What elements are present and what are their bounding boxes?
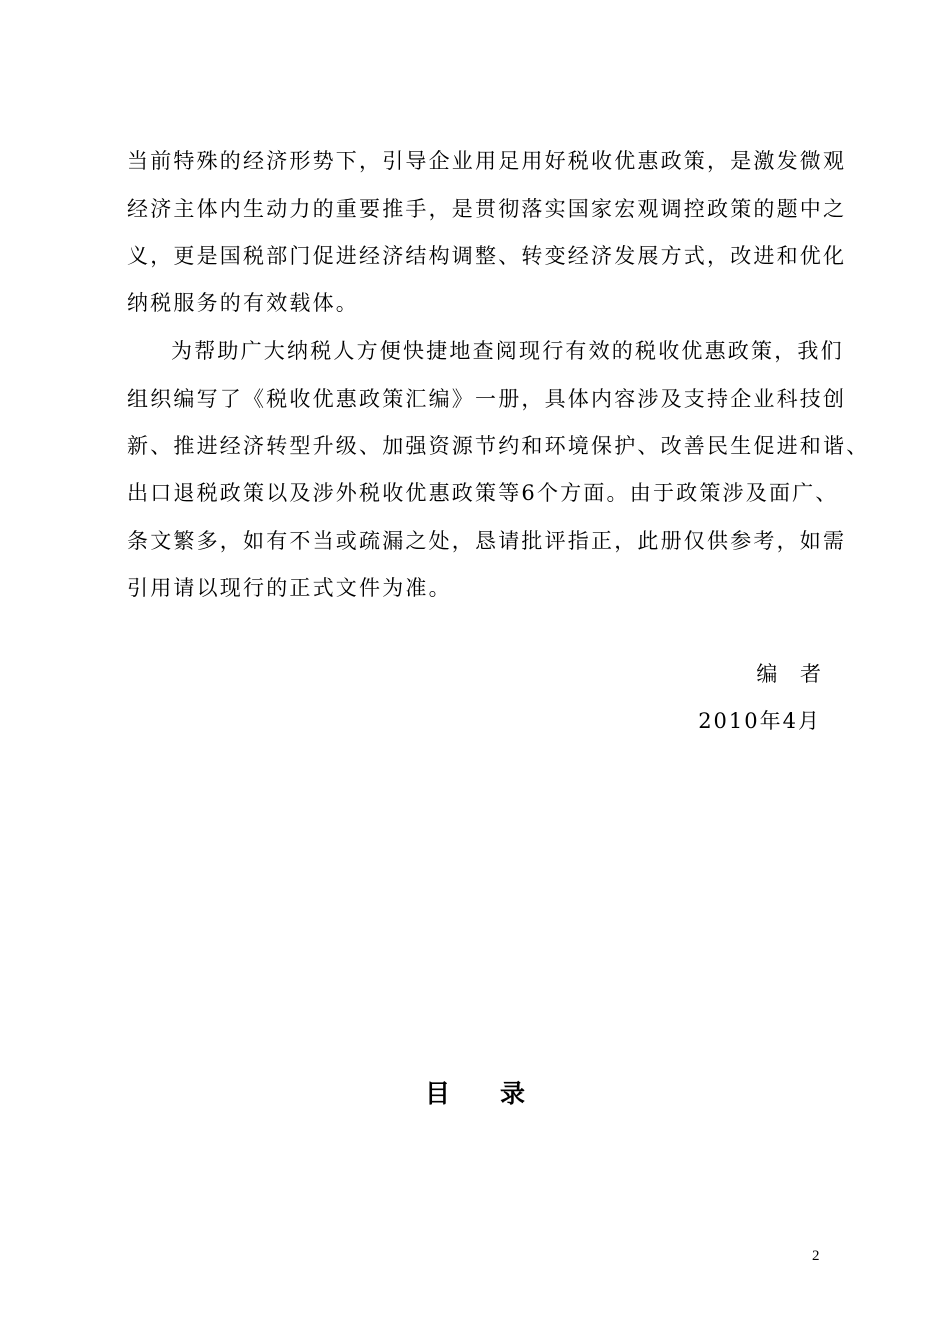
table-of-contents-title: 目录 xyxy=(424,1079,575,1108)
paragraph-1-line-2: 经济主体内生动力的重要推手，是贯彻落实国家宏观调控政策的题中之 xyxy=(127,197,847,221)
paragraph-2-line-4: 出口退税政策以及涉外税收优惠政策等6个方面。由于政策涉及面广、 xyxy=(127,481,839,505)
page-number: 2 xyxy=(812,1248,820,1264)
paragraph-2-line-6: 引用请以现行的正式文件为准。 xyxy=(127,576,452,600)
signature-date: 2010年4月 xyxy=(698,709,821,733)
author-signature: 编 者 xyxy=(756,662,829,686)
paragraph-1-line-4: 纳税服务的有效载体。 xyxy=(127,291,359,315)
paragraph-1-line-1: 当前特殊的经济形势下，引导企业用足用好税收优惠政策，是激发微观 xyxy=(127,149,847,173)
paragraph-2-line-2: 组织编写了《税收优惠政策汇编》一册，具体内容涉及支持企业科技创 xyxy=(127,387,847,411)
paragraph-2-line-1: 为帮助广大纳税人方便快捷地查阅现行有效的税收优惠政策，我们 xyxy=(171,339,844,363)
paragraph-2-line-3: 新、推进经济转型升级、加强资源节约和环境保护、改善民生促进和谐、 xyxy=(127,434,870,458)
paragraph-2-line-5: 条文繁多，如有不当或疏漏之处，恳请批评指正，此册仅供参考，如需 xyxy=(127,529,847,553)
paragraph-1-line-3: 义，更是国税部门促进经济结构调整、转变经济发展方式，改进和优化 xyxy=(127,244,847,268)
